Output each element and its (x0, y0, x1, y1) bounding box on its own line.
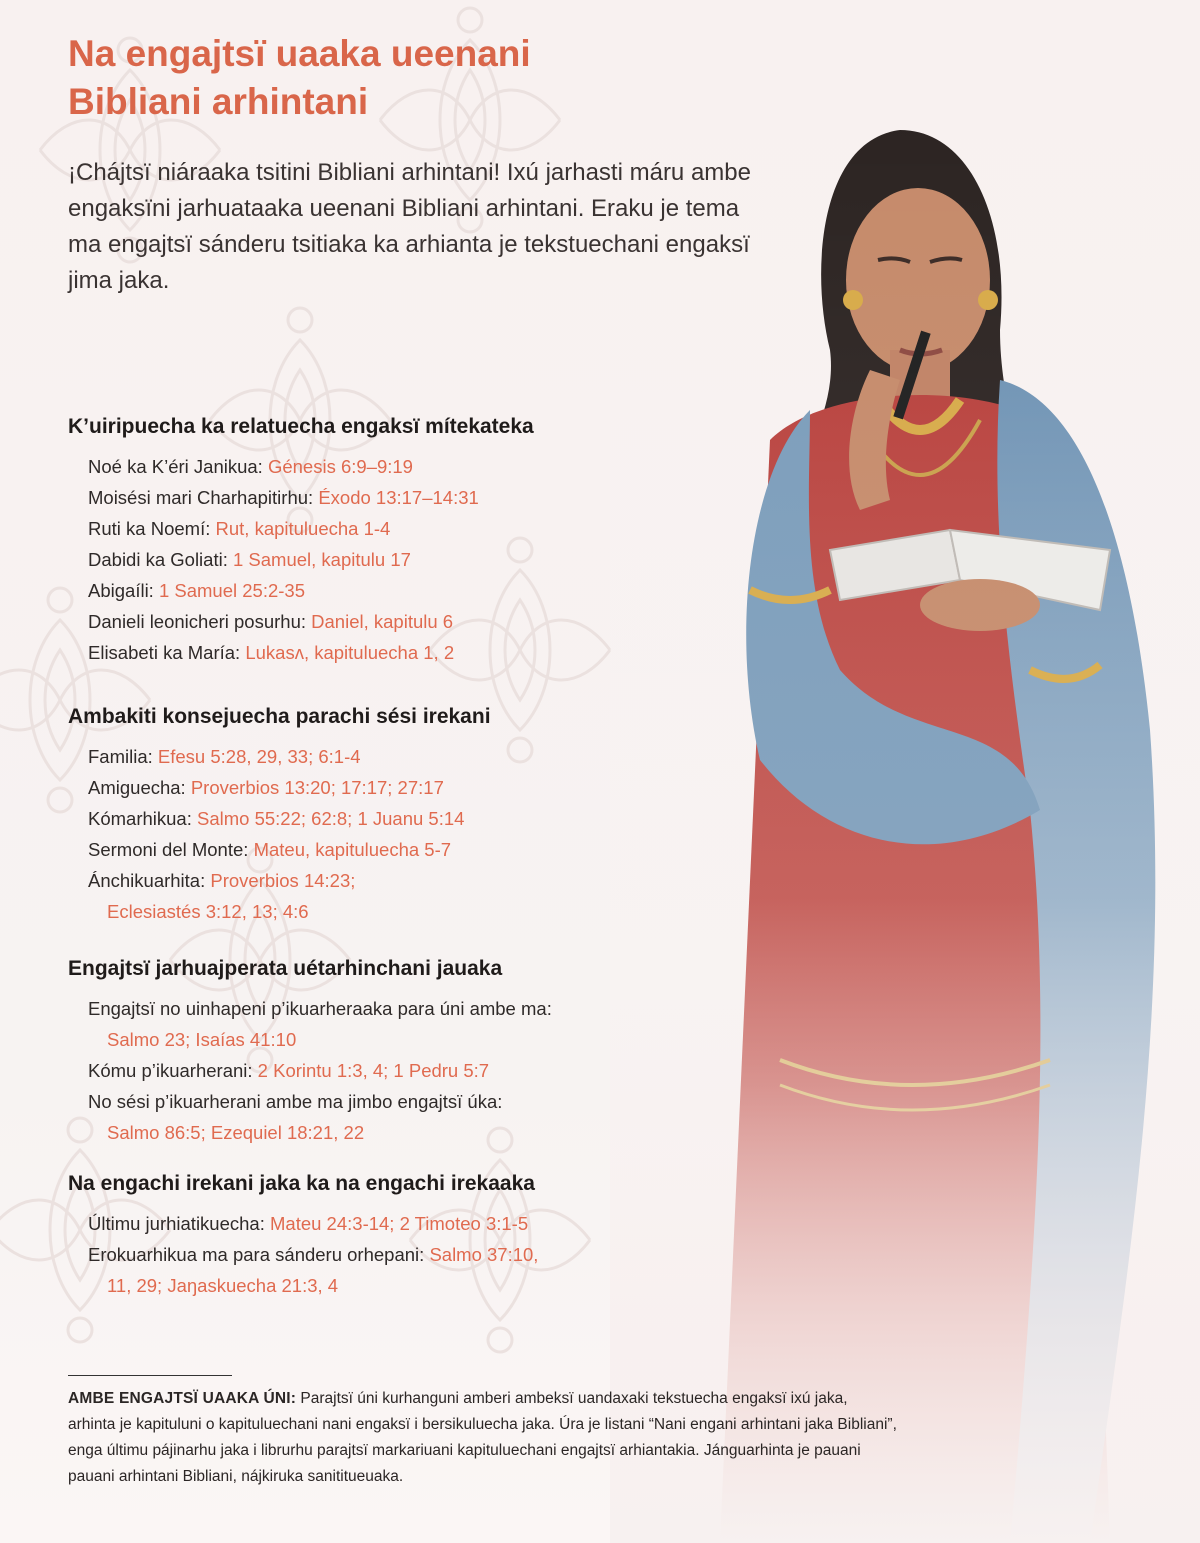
scripture-reference-link[interactable]: 1 Samuel, kapitulu 17 (232, 549, 411, 570)
section-comfort (68, 955, 668, 1148)
footnote-label: AMBE ENGAJTSÏ UAAKA ÚNI: (68, 1390, 297, 1407)
page-title-line-2: Bibliani arhintani (68, 81, 369, 122)
list-item: Noé ka K’éri Janikua: Génesis 6:9–9:19 (88, 456, 413, 477)
list-item: Amiguecha: Proverbios 13:20; 17:17; 27:17 (88, 777, 444, 798)
scripture-reference-link[interactable]: Éxodo 13:17–14:31 (318, 487, 479, 508)
scripture-reference-link[interactable]: 1 Samuel 25:2-35 (158, 580, 306, 601)
list-item: No sési p’ikuarherani ambe ma jimbo engajtsï úka: Salmo 86:5; Ezequiel 18:21, 22 (88, 1086, 668, 1148)
list-item: Abigaíli: 1 Samuel 25:2-35 (88, 580, 306, 601)
scripture-reference-link[interactable]: Efesu 5:28, 29, 33; 6:1-4 (157, 746, 361, 767)
list-item: Ruti ka Noemí: Rut, kapituluecha 1-4 (88, 518, 391, 539)
scripture-reference-link[interactable]: Mateu 24:3-14; 2 Timoteo 3:1-5 (270, 1213, 529, 1234)
section-heading: Engajtsï jarhuajperata uétarhinchani jauaka (68, 957, 503, 980)
scripture-reference-link[interactable]: Proverbios 13:20; 17:17; 27:17 (190, 777, 444, 798)
scripture-reference-link[interactable]: Rut, kapituluecha 1-4 (215, 518, 391, 539)
scripture-reference-link[interactable]: Lukasʌ, kapituluecha 1, 2 (245, 642, 455, 663)
scripture-reference-link[interactable]: Salmo 55:22; 62:8; 1 Juanu 5:14 (197, 808, 465, 829)
scripture-reference-link[interactable]: Salmo 23; Isaías 41:10 (107, 1029, 297, 1050)
scripture-reference-link[interactable]: Salmo 86:5; Ezequiel 18:21, 22 (107, 1122, 365, 1143)
page-title (68, 30, 688, 126)
scripture-reference-link[interactable]: Proverbios 14:23; (210, 870, 356, 891)
section-heading: K’uiripuecha ka relatuecha engaksï mítekateka (68, 415, 534, 438)
scripture-reference-link[interactable]: Génesis 6:9–9:19 (267, 456, 413, 477)
scripture-reference-link[interactable]: 11, 29; Jaŋaskuecha 21:3, 4 (107, 1275, 339, 1296)
section-practical-advice (68, 703, 668, 927)
scripture-reference-link[interactable]: Daniel, kapitulu 6 (311, 611, 454, 632)
list-item: Sermoni del Monte: Mateu, kapituluecha 5-7 (88, 839, 452, 860)
list-item: Familia: Efesu 5:28, 29, 33; 6:1-4 (88, 746, 361, 767)
list-item: Elisabeti ka María: Lukasʌ, kapituluecha 1, 2 (88, 642, 455, 663)
intro-paragraph: ¡Chájtsï niáraaka tsitini Bibliani arhintani! Ixú jarhasti máru ambe engaksïni jarhuataaka ueenani Bibliani arhintani. Eraku je tema ma engajtsï sánderu tsitiaka ka arhianta je tekstuechani engaksï jima jaka. (68, 159, 751, 294)
section-heading: Na engachi irekani jaka ka na engachi irekaaka (68, 1172, 535, 1195)
footnote (68, 1386, 898, 1490)
footnote-divider (68, 1375, 232, 1376)
scripture-reference-link[interactable]: 2 Korintu 1:3, 4; 1 Pedru 5:7 (257, 1060, 490, 1081)
list-item: Ánchikuarhita: Proverbios 14:23; Eclesiastés 3:12, 13; 4:6 (88, 865, 668, 927)
scripture-reference-link[interactable]: Eclesiastés 3:12, 13; 4:6 (107, 901, 309, 922)
footnote-text: Parajtsï úni kurhanguni amberi ambeksï uandaxaki tekstuecha engaksï ixú jaka, arhinta je kapituluni o kapituluechani nani engaksï i bersikuluecha jaka. Úra je listani “Nani engani arhintani jaka Bibliani”, enga últimu pájinarhu jaka i librurhu parajtsï markariuani kapituluechani engajtsï arhiantakia. Jánguarhinta je pauani pauani arhintani Bibliani, nájkiruka sanitituеuaka. (68, 1390, 897, 1485)
list-item: Engajtsï no uinhapeni p’ikuarheraaka para úni ambe ma: Salmo 23; Isaías 41:10 (88, 993, 668, 1055)
section-heading: Ambakiti konsejuecha parachi sési irekani (68, 705, 491, 728)
list-item: Moisési mari Charhapitirhu: Éxodo 13:17–14:31 (88, 487, 479, 508)
scripture-reference-link[interactable]: Mateu, kapituluecha 5-7 (253, 839, 452, 860)
list-item: Kómu p’ikuarherani: 2 Korintu 1:3, 4; 1 Pedru 5:7 (88, 1060, 490, 1081)
list-item: Kómarhikua: Salmo 55:22; 62:8; 1 Juanu 5:14 (88, 808, 465, 829)
list-item: Dabidi ka Goliati: 1 Samuel, kapitulu 17 (88, 549, 411, 570)
section-bible-stories (68, 413, 668, 668)
list-item: Últimu jurhiatikuecha: Mateu 24:3-14; 2 Timoteo 3:1-5 (88, 1213, 529, 1234)
page-title-line-1: Na engajtsï uaaka ueenani (68, 33, 531, 74)
section-future (68, 1170, 668, 1301)
list-item: Erokuarhikua ma para sánderu orhepani: Salmo 37:10, 11, 29; Jaŋaskuecha 21:3, 4 (88, 1239, 668, 1301)
scripture-reference-link[interactable]: Salmo 37:10, (429, 1244, 539, 1265)
list-item: Danieli leonicheri posurhu: Daniel, kapitulu 6 (88, 611, 454, 632)
